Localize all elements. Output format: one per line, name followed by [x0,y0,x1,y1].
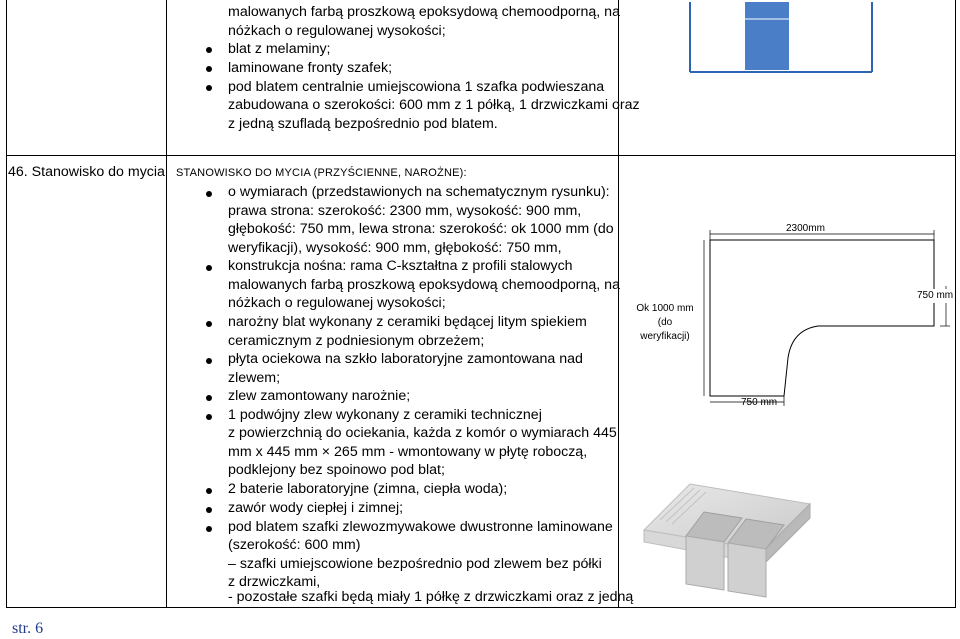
label-line: Ok 1000 mm [636,303,694,314]
bullet-icon [206,191,212,197]
bullet-icon [206,358,212,364]
table-bottom-border [6,607,956,608]
text-line: ceramicznym z podniesionym obrzeżem; [228,333,485,349]
text-line: blat z melaminy; [228,41,331,57]
text-line: o wymiarach (przedstawionych na schematycznym rysunku): [228,184,610,200]
bullet-icon [206,265,212,271]
text-line: 2 baterie laboratoryjne (zimna, ciepła woda); [228,481,508,497]
text-line: z powierzchnią do ociekania, każda z komór o wymiarach 445 [228,425,617,441]
text-line: z drzwiczkami, [228,574,321,590]
bullet-icon [206,47,212,53]
text-line: 1 podwójny zlew wykonany z ceramiki technicznej [228,407,542,423]
text-line: nóżkach o regulowanej wysokości; [228,295,446,311]
bullet-icon [206,526,212,532]
text-line: zawór wody ciepłej i zimnej; [228,500,404,516]
dimension-label-bottom: 750 mm [741,397,778,408]
page-number: str. 6 [12,620,44,637]
table-col-divider [166,0,167,608]
text-line: płyta ociekowa na szkło laboratoryjne zamontowana nad [228,351,583,367]
corner-layout-diagram [700,228,950,408]
bullet-icon [206,395,212,401]
text-line: zlewem; [228,370,281,386]
text-line: narożny blat wykonany z ceramiki będącej litym spiekiem [228,314,587,330]
dimension-label-right: 750 mm [917,290,954,301]
text-line: konstrukcja nośna: rama C-kształtna z profili stalowych [228,258,573,274]
table-left-border [6,0,7,608]
table-col-divider-2 [618,0,619,608]
bullet-icon [206,488,212,494]
text-line: zlew zamontowany narożnie; [228,388,411,404]
label-line: weryfikacji) [640,331,690,342]
text-line: (szerokość: 600 mm) [228,537,361,553]
text-line: - pozostałe szafki będą miały 1 półkę z drzwiczkami oraz z jedną [228,589,634,605]
text-line: z jedną szufladą bezpośrednio pod blatem. [228,116,498,132]
text-line: malowanych farbą proszkową epoksydową chemoodporną, na [228,4,620,20]
label-line: (do [657,317,673,328]
dimension-label-top: 2300mm [786,223,825,234]
bullet-icon [206,321,212,327]
text-line: pod blatem centralnie umiejscowiona 1 szafka podwieszana [228,79,605,95]
bullet-icon [206,85,212,91]
text-line: zabudowana o szerokości: 600 mm z 1 półką, 1 drzwiczkami oraz [228,97,640,113]
table-right-border [955,0,956,608]
bullet-icon [206,66,212,72]
table-row-divider [6,155,956,156]
bullet-icon [206,414,212,420]
row46-label: 46. Stanowisko do mycia [8,164,165,180]
text-line: malowanych farbą proszkową epoksydową chemoodporną, na [228,277,620,293]
text-line: laminowane fronty szafek; [228,60,393,76]
text-line: mm x 445 mm × 265 mm - wmontowany w płytę roboczą, [228,444,588,460]
text-line: głębokość: 750 mm, lewa strona: szerokość: ok 1000 mm (do [228,221,614,237]
dimension-label-left [630,302,700,344]
text-line: nóżkach o regulowanej wysokości; [228,23,446,39]
cabinet-drawing [688,2,874,74]
sink-image [642,478,812,606]
text-line: podklejony bez spoinowo pod blat; [228,462,445,478]
text-line: – szafki umiejscowione bezpośrednio pod zlewem bez półki [228,556,602,572]
row46-heading: STANOWISKO DO MYCIA (PRZYŚCIENNE, NAROŻNE): [176,167,467,179]
text-line: pod blatem szafki zlewozmywakowe dwustronne laminowane [228,519,613,535]
text-line: weryfikacji), wysokość: 900 mm, głębokość: 750 mm, [228,240,562,256]
text-line: prawa strona: szerokość: 2300 mm, wysokość: 900 mm, [228,203,582,219]
bullet-icon [206,507,212,513]
